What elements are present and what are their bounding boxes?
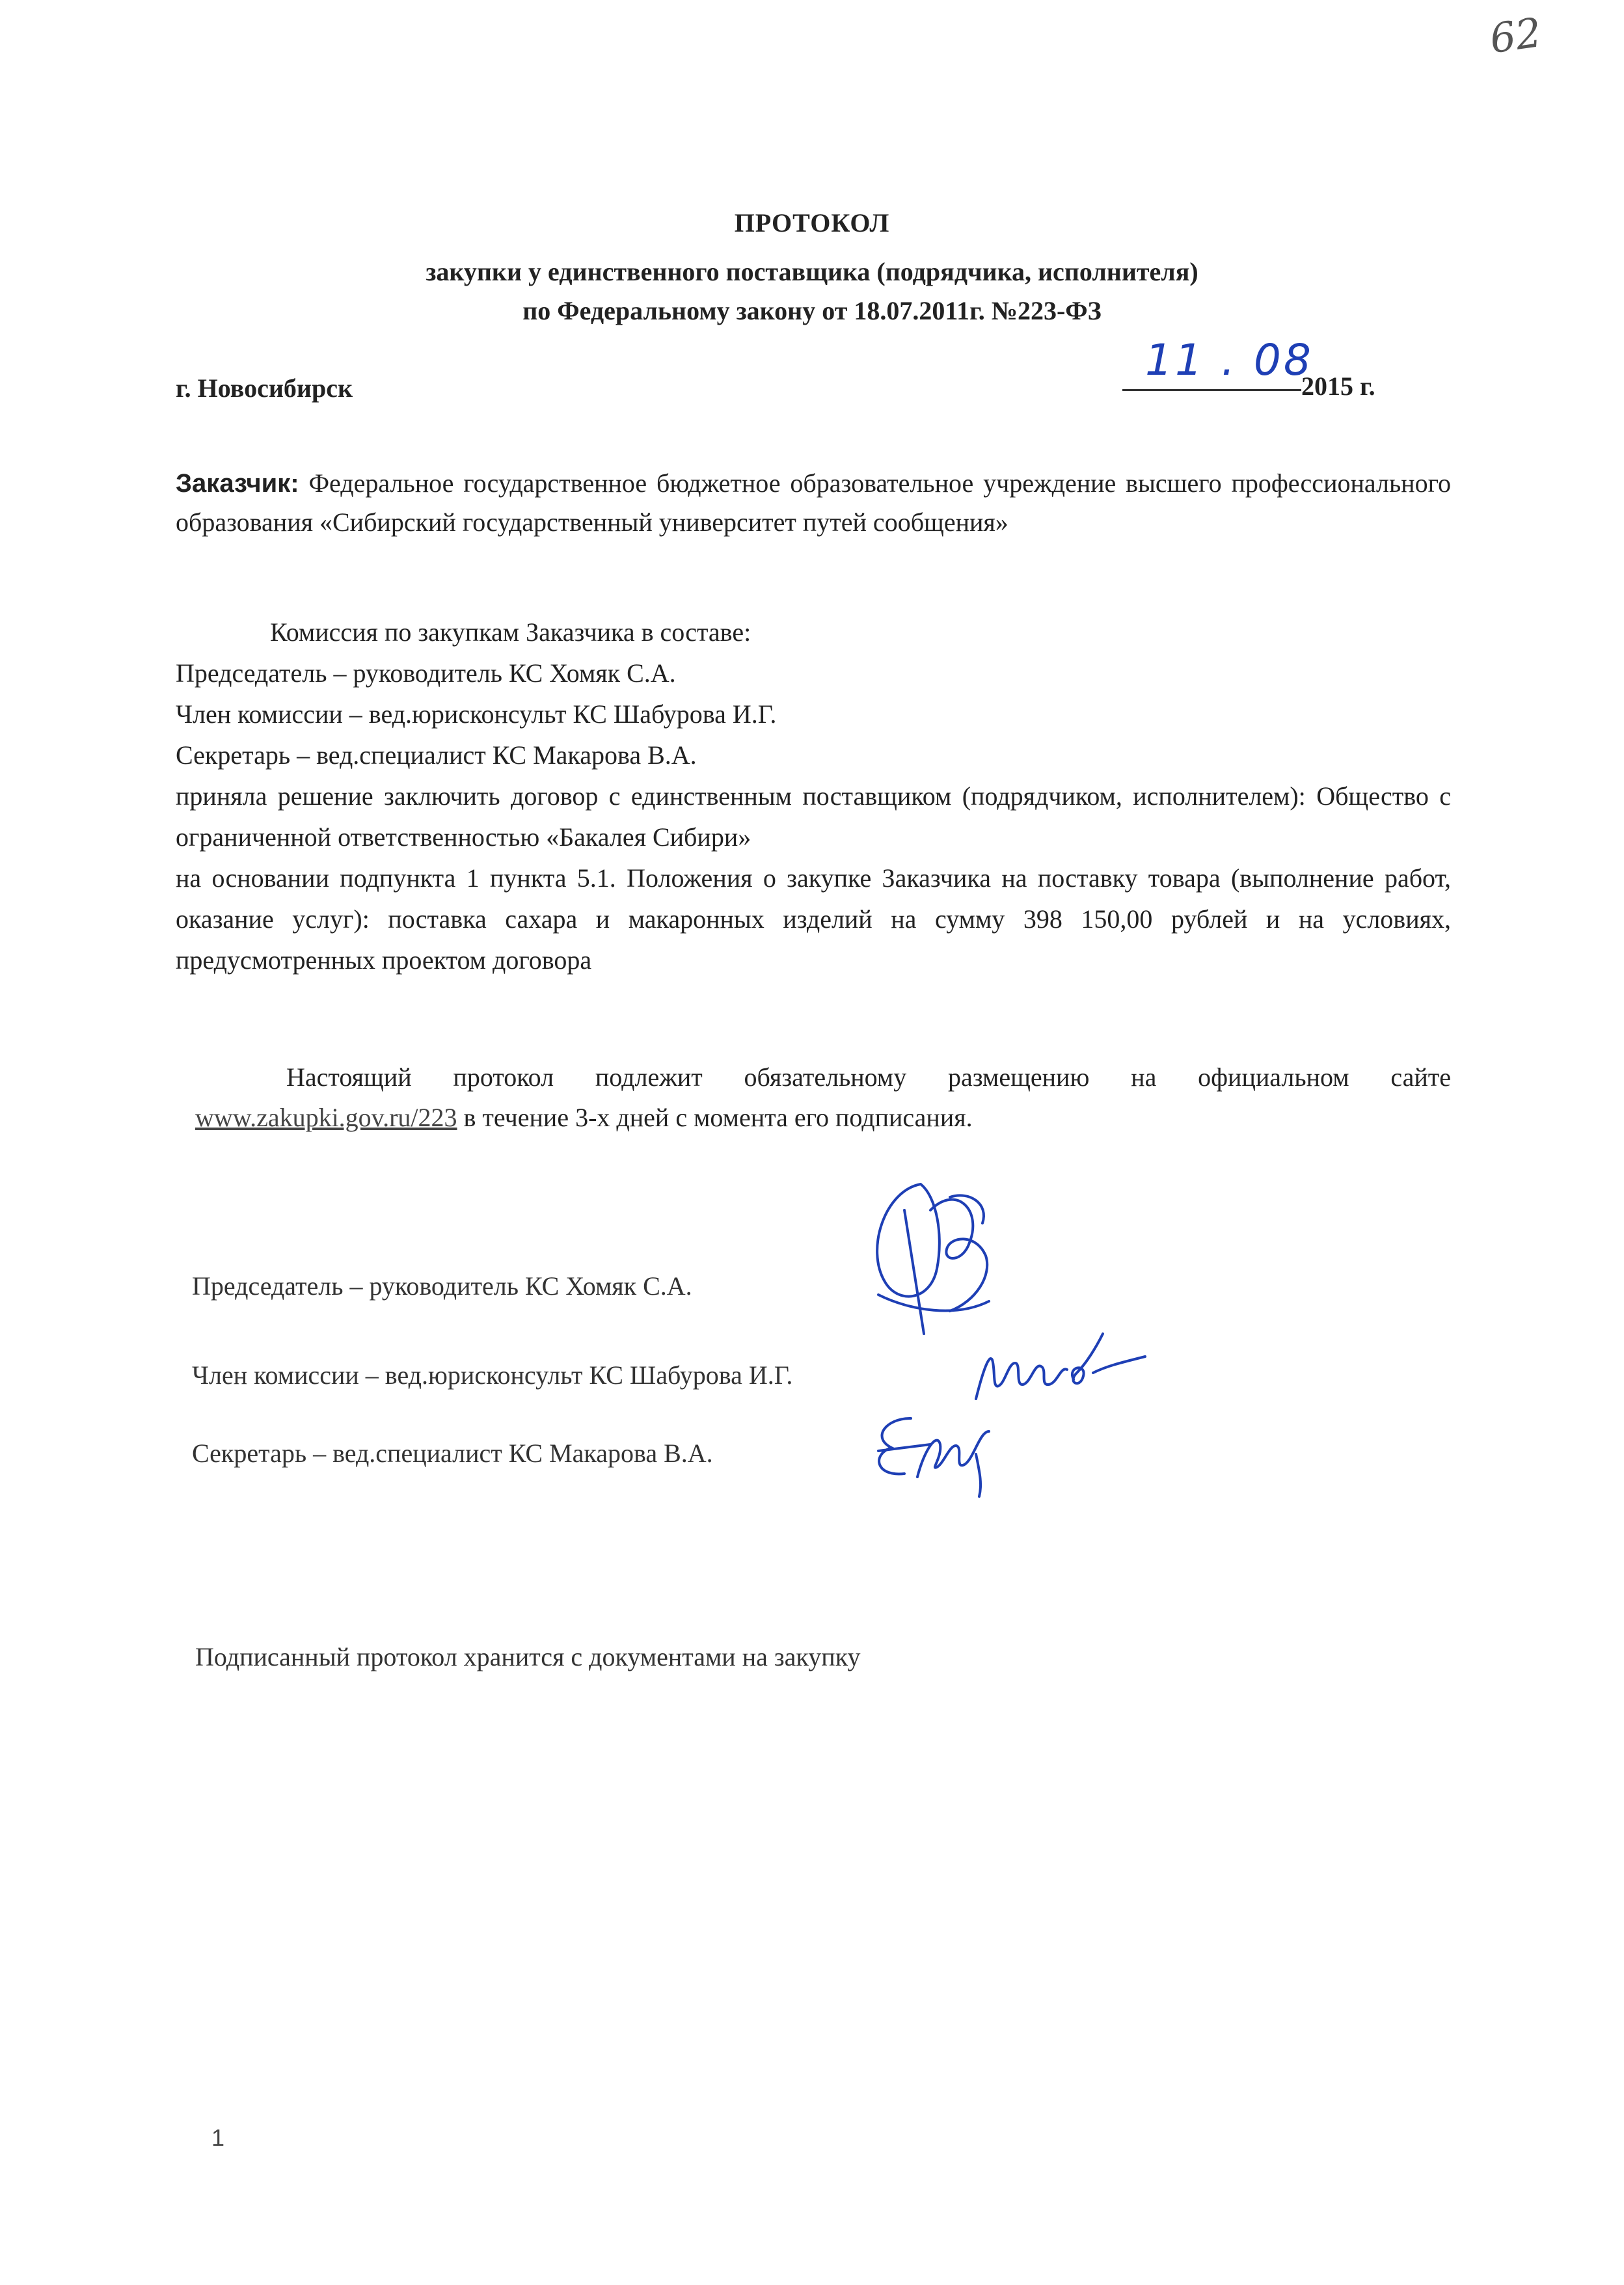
document-date: [1119, 335, 1405, 401]
committee-basis: на основании подпункта 1 пункта 5.1. Положения о закупке Заказчика на поставку товара (выполнение работ, оказание услуг): поставка сахара и макаронных изделий на сумму 398 150,00 рублей и на условиях, предусмотренных проектом договора: [176, 863, 1451, 975]
customer-text: Федеральное государственное бюджетное образовательное учреждение высшего профессионального образования «Сибирский государственный университет путей сообщения»: [176, 468, 1452, 537]
notice-line: Настоящий протокол подлежит обязательному размещению на официальном сайте: [286, 1062, 1451, 1092]
storage-note: Подписанный протокол хранится с документами на закупку: [195, 1642, 861, 1671]
signature-line-member: Член комиссии – вед.юрисконсульт КС Шабурова И.Г.: [192, 1360, 793, 1390]
committee-member: Член комиссии – вед.юрисконсульт КС Шабурова И.Г.: [176, 699, 777, 729]
committee-decision: приняла решение заключить договор с единственным поставщиком (подрядчиком, исполнителем): Общество с ограниченной ответственностью «Бакалея Сибири»: [176, 781, 1451, 852]
publication-notice: [195, 1057, 1451, 1138]
committee-member-chair: Председатель – руководитель КС Хомяк С.А.: [176, 658, 676, 688]
signature-chair: [859, 1171, 1028, 1340]
document-title: [0, 207, 1624, 331]
handwritten-date: 11 . 08: [1145, 335, 1314, 385]
signature-line-chair: Председатель – руководитель КС Хомяк С.А.: [192, 1271, 692, 1301]
committee-section: [176, 612, 1451, 980]
city-label: г. Новосибирск: [176, 373, 353, 403]
signature-member: [963, 1327, 1158, 1412]
title-line-protocol: ПРОТОКОЛ: [734, 208, 890, 237]
page-mark-text: 62: [1487, 8, 1545, 63]
customer-label: Заказчик:: [176, 469, 299, 498]
committee-member-secretary: Секретарь – вед.специалист КС Макарова В.А.: [176, 740, 697, 770]
zakupki-link[interactable]: www.zakupki.gov.ru/223: [195, 1103, 457, 1132]
date-year: 2015 г.: [1301, 372, 1375, 401]
notice-tail: в течение 3-х дней с момента его подписания.: [463, 1103, 973, 1132]
title-line-subject: закупки у единственного поставщика (подрядчика, исполнителя): [426, 257, 1198, 286]
handwritten-page-mark: [1487, 8, 1545, 63]
date-underline: [1122, 389, 1301, 391]
customer-paragraph: [176, 464, 1451, 542]
signature-line-secretary: Секретарь – вед.специалист КС Макарова В.А.: [192, 1439, 713, 1468]
title-line-law: по Федеральному закону от 18.07.2011г. №223-ФЗ: [522, 296, 1102, 325]
page-number: 1: [211, 2124, 225, 2151]
signature-secretary: [865, 1405, 1035, 1503]
committee-intro: Комиссия по закупкам Заказчика в составе:: [270, 617, 751, 647]
